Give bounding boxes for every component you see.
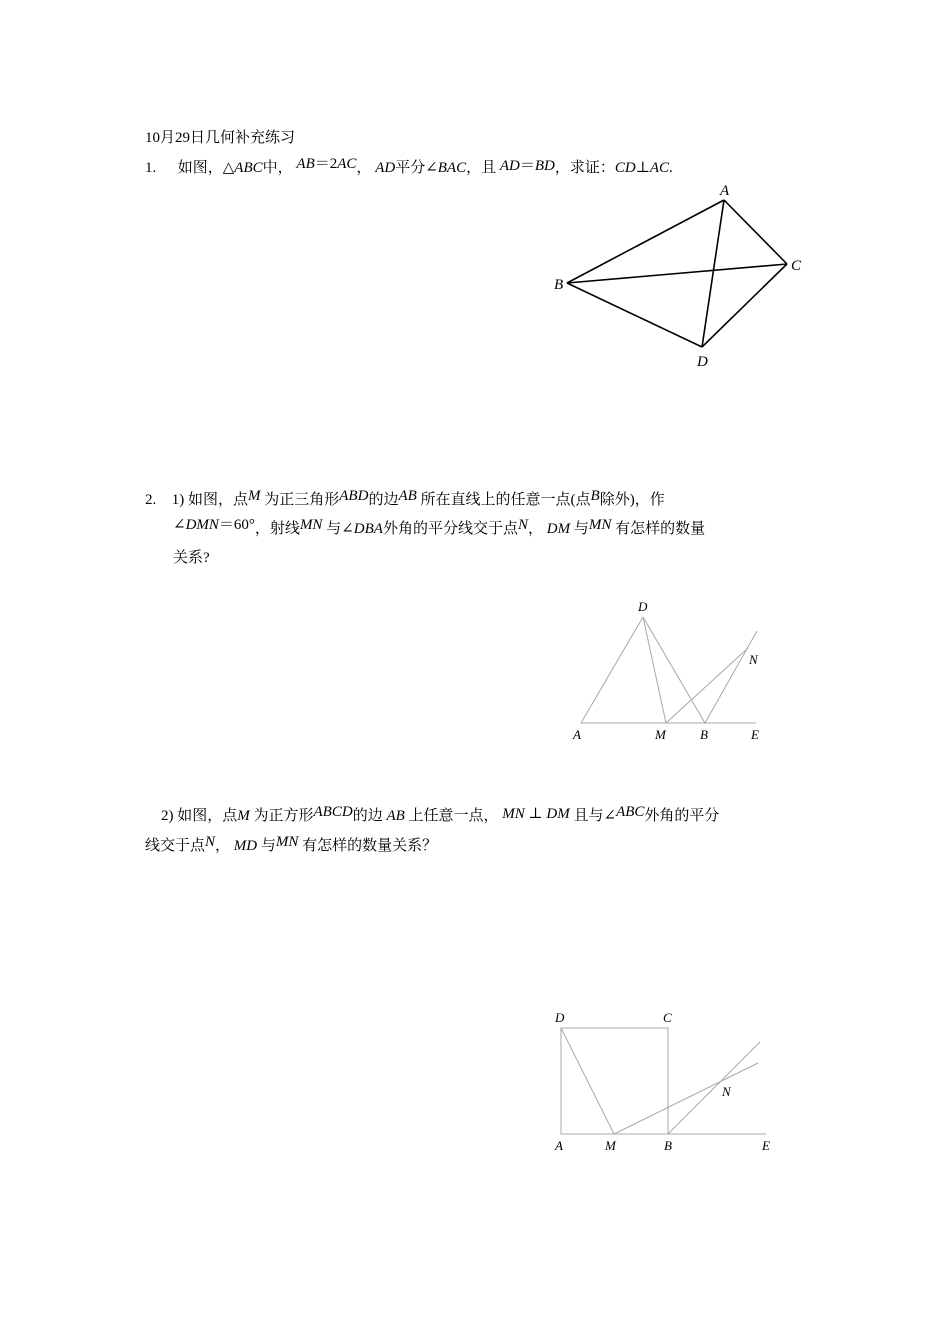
point-label-d: D (638, 599, 648, 614)
segment-dm (561, 1028, 614, 1134)
square-abcd (561, 1028, 668, 1134)
point-label-m: M (605, 1138, 616, 1153)
page-title: 10月29日几何补充练习 (145, 130, 296, 146)
bisector-bn (668, 1042, 760, 1134)
question-2a-text-line1: 2. 1) 如图，点M 为正三角形ABD的边AB 所在直线上的任意一点(点B除外)，作 (145, 488, 665, 508)
point-label-b: B (554, 277, 564, 293)
question-1-text: 1. 如图，△ABC中， AB＝2AC， AD平分∠BAC，且 AD＝BD，求证：CD⊥AC. (145, 156, 673, 176)
ray-mn (614, 1063, 758, 1134)
question-2b-text-line1: 2) 如图，点M 为正方形ABCD的边 AB 上任意一点， MN ⊥ DM 且与∠ABC外角的平分 (161, 804, 720, 824)
point-label-n: N (749, 652, 758, 667)
point-label-c: C (663, 1010, 672, 1025)
point-label-a: A (555, 1138, 563, 1153)
point-label-e: E (762, 1138, 770, 1153)
point-label-d: D (697, 354, 708, 370)
question-2a-text-line2: ∠DMN＝60°，射线MN 与∠DBA外角的平分线交于点N， DM 与MN 有怎样的数量 (173, 517, 706, 537)
point-label-a: A (720, 183, 730, 199)
point-label-n: N (722, 1084, 731, 1099)
point-label-b: B (700, 727, 708, 742)
question-2-number: 2. (145, 492, 157, 508)
point-label-d: D (555, 1010, 565, 1025)
point-label-c: C (791, 258, 802, 274)
point-label-m: M (655, 727, 666, 742)
point-label-a: A (573, 727, 581, 742)
question-2b-text-line2: 线交于点N， MD 与MN 有怎样的数量关系？ (145, 834, 438, 854)
point-label-e: E (751, 727, 759, 742)
question-1-number: 1. (145, 160, 157, 176)
point-label-b: B (664, 1138, 672, 1153)
question-2a-text-line3: 关系? (173, 550, 210, 566)
